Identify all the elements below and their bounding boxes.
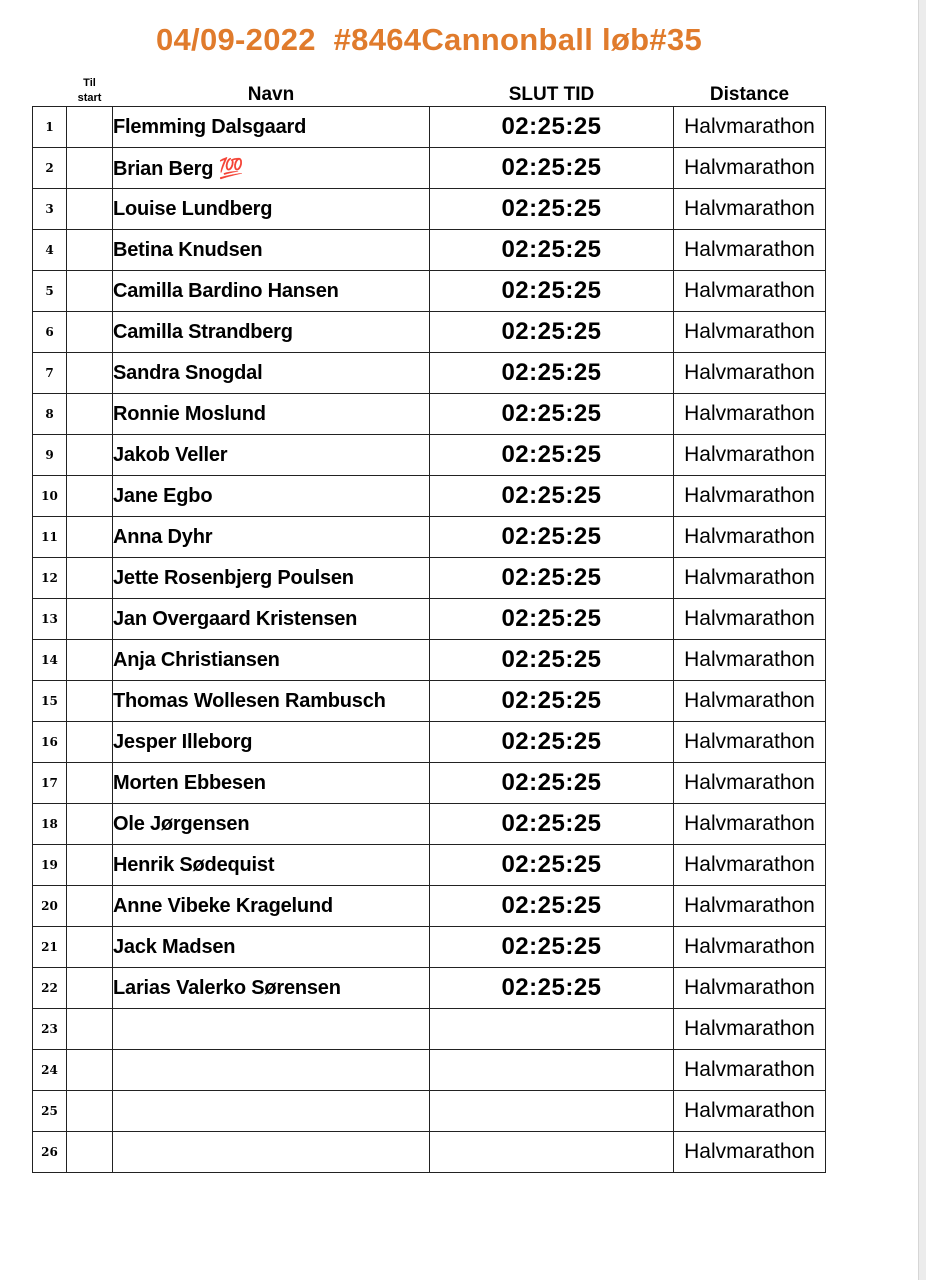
row-number: 2: [33, 148, 67, 189]
runner-name: Jakob Veller: [113, 435, 430, 476]
distance-cell: Halvmarathon: [674, 517, 826, 558]
table-row: [33, 640, 826, 681]
distance-cell: Halvmarathon: [674, 640, 826, 681]
distance-cell: Halvmarathon: [674, 886, 826, 927]
table-row: [33, 845, 826, 886]
distance-cell: Halvmarathon: [674, 353, 826, 394]
finish-time: [430, 1050, 674, 1091]
til-start-cell: [67, 312, 113, 353]
header-navn: Navn: [247, 84, 295, 105]
distance-cell: Halvmarathon: [674, 107, 826, 148]
row-number: 12: [33, 558, 67, 599]
row-number: 19: [33, 845, 67, 886]
distance-cell: Halvmarathon: [674, 189, 826, 230]
finish-time: 02:25:25: [430, 394, 674, 435]
table-row: [33, 599, 826, 640]
til-start-cell: [67, 968, 113, 1009]
distance-cell: Halvmarathon: [674, 927, 826, 968]
table-row: [33, 107, 826, 148]
finish-time: [430, 1091, 674, 1132]
row-number: 13: [33, 599, 67, 640]
finish-time: 02:25:25: [430, 312, 674, 353]
til-start-cell: [67, 845, 113, 886]
runner-name: [113, 1009, 430, 1050]
runner-name: Camilla Bardino Hansen: [113, 271, 430, 312]
runner-name: Jette Rosenbjerg Poulsen: [113, 558, 430, 599]
row-number: 20: [33, 886, 67, 927]
row-number: 10: [33, 476, 67, 517]
finish-time: 02:25:25: [430, 599, 674, 640]
results-table: [32, 66, 826, 1173]
header-slut-tid: SLUT TID: [508, 84, 595, 105]
runner-name: Ronnie Moslund: [113, 394, 430, 435]
til-start-cell: [67, 271, 113, 312]
header-number: [33, 66, 67, 107]
til-start-cell: [67, 189, 113, 230]
til-start-cell: [67, 886, 113, 927]
runner-name: Betina Knudsen: [113, 230, 430, 271]
runner-name: [113, 1132, 430, 1173]
header-start-label: start: [77, 92, 102, 104]
til-start-cell: [67, 599, 113, 640]
row-number: 4: [33, 230, 67, 271]
distance-cell: Halvmarathon: [674, 845, 826, 886]
table-row: [33, 1050, 826, 1091]
table-row: [33, 558, 826, 599]
til-start-cell: [67, 107, 113, 148]
til-start-cell: [67, 230, 113, 271]
header-til-start: [67, 66, 113, 107]
table-row: [33, 681, 826, 722]
row-number: 17: [33, 763, 67, 804]
til-start-cell: [67, 517, 113, 558]
runner-name: Anna Dyhr: [113, 517, 430, 558]
row-number: 3: [33, 189, 67, 230]
table-row: [33, 353, 826, 394]
runner-name: Henrik Sødequist: [113, 845, 430, 886]
row-number: 18: [33, 804, 67, 845]
table-body: [33, 107, 826, 1173]
finish-time: 02:25:25: [430, 763, 674, 804]
finish-time: 02:25:25: [430, 640, 674, 681]
finish-time: 02:25:25: [430, 804, 674, 845]
distance-cell: Halvmarathon: [674, 1132, 826, 1173]
til-start-cell: [67, 722, 113, 763]
table-row: [33, 148, 826, 189]
table-row: [33, 722, 826, 763]
row-number: 23: [33, 1009, 67, 1050]
row-number: 5: [33, 271, 67, 312]
finish-time: 02:25:25: [430, 353, 674, 394]
table-row: [33, 1132, 826, 1173]
distance-cell: Halvmarathon: [674, 148, 826, 189]
distance-cell: Halvmarathon: [674, 804, 826, 845]
til-start-cell: [67, 435, 113, 476]
distance-cell: Halvmarathon: [674, 312, 826, 353]
table-row: [33, 189, 826, 230]
finish-time: 02:25:25: [430, 968, 674, 1009]
runner-name: Thomas Wollesen Rambusch: [113, 681, 430, 722]
finish-time: 02:25:25: [430, 476, 674, 517]
til-start-cell: [67, 1091, 113, 1132]
til-start-cell: [67, 476, 113, 517]
row-number: 11: [33, 517, 67, 558]
finish-time: 02:25:25: [430, 927, 674, 968]
distance-cell: Halvmarathon: [674, 968, 826, 1009]
row-number: 8: [33, 394, 67, 435]
runner-name: Brian Berg 💯: [113, 148, 430, 189]
distance-cell: Halvmarathon: [674, 394, 826, 435]
til-start-cell: [67, 927, 113, 968]
row-number: 1: [33, 107, 67, 148]
page-title: 04/09-2022 #8464Cannonball løb#35: [155, 22, 703, 57]
runner-name: Jesper Illeborg: [113, 722, 430, 763]
finish-time: 02:25:25: [430, 107, 674, 148]
distance-cell: Halvmarathon: [674, 435, 826, 476]
header-distance: Distance: [709, 84, 790, 105]
runner-name: Ole Jørgensen: [113, 804, 430, 845]
row-number: 9: [33, 435, 67, 476]
til-start-cell: [67, 640, 113, 681]
til-start-cell: [67, 763, 113, 804]
runner-name: Sandra Snogdal: [113, 353, 430, 394]
table-row: [33, 517, 826, 558]
runner-name: [113, 1091, 430, 1132]
runner-name: Morten Ebbesen: [113, 763, 430, 804]
distance-cell: Halvmarathon: [674, 1091, 826, 1132]
table-row: [33, 1009, 826, 1050]
distance-cell: Halvmarathon: [674, 763, 826, 804]
row-number: 22: [33, 968, 67, 1009]
row-number: 7: [33, 353, 67, 394]
til-start-cell: [67, 1132, 113, 1173]
table-row: [33, 1091, 826, 1132]
row-number: 15: [33, 681, 67, 722]
table-row: [33, 968, 826, 1009]
til-start-cell: [67, 394, 113, 435]
til-start-cell: [67, 804, 113, 845]
til-start-cell: [67, 1050, 113, 1091]
til-start-cell: [67, 558, 113, 599]
table-row: [33, 763, 826, 804]
runner-name: Flemming Dalsgaard: [113, 107, 430, 148]
finish-time: 02:25:25: [430, 722, 674, 763]
header-til-label: Til: [83, 77, 96, 89]
finish-time: 02:25:25: [430, 845, 674, 886]
distance-cell: Halvmarathon: [674, 558, 826, 599]
row-number: 6: [33, 312, 67, 353]
til-start-cell: [67, 353, 113, 394]
runner-name: Larias Valerko Sørensen: [113, 968, 430, 1009]
row-number: 14: [33, 640, 67, 681]
table-header-row: [33, 66, 826, 107]
runner-name: Jan Overgaard Kristensen: [113, 599, 430, 640]
table-row: [33, 271, 826, 312]
runner-name: Camilla Strandberg: [113, 312, 430, 353]
finish-time: 02:25:25: [430, 271, 674, 312]
distance-cell: Halvmarathon: [674, 1009, 826, 1050]
finish-time: 02:25:25: [430, 435, 674, 476]
row-number: 26: [33, 1132, 67, 1173]
distance-cell: Halvmarathon: [674, 476, 826, 517]
table-row: [33, 927, 826, 968]
distance-cell: Halvmarathon: [674, 722, 826, 763]
finish-time: 02:25:25: [430, 230, 674, 271]
runner-name: [113, 1050, 430, 1091]
distance-cell: Halvmarathon: [674, 271, 826, 312]
finish-time: 02:25:25: [430, 189, 674, 230]
til-start-cell: [67, 681, 113, 722]
row-number: 25: [33, 1091, 67, 1132]
distance-cell: Halvmarathon: [674, 230, 826, 271]
runner-name: Louise Lundberg: [113, 189, 430, 230]
table-row: [33, 476, 826, 517]
table-row: [33, 435, 826, 476]
finish-time: 02:25:25: [430, 886, 674, 927]
runner-name: Anne Vibeke Kragelund: [113, 886, 430, 927]
distance-cell: Halvmarathon: [674, 599, 826, 640]
row-number: 21: [33, 927, 67, 968]
finish-time: 02:25:25: [430, 517, 674, 558]
runner-name: Jack Madsen: [113, 927, 430, 968]
runner-name: Anja Christiansen: [113, 640, 430, 681]
finish-time: 02:25:25: [430, 148, 674, 189]
runner-name: Jane Egbo: [113, 476, 430, 517]
distance-cell: Halvmarathon: [674, 1050, 826, 1091]
finish-time: [430, 1132, 674, 1173]
finish-time: 02:25:25: [430, 558, 674, 599]
distance-cell: Halvmarathon: [674, 681, 826, 722]
table-row: [33, 230, 826, 271]
til-start-cell: [67, 1009, 113, 1050]
table-row: [33, 804, 826, 845]
row-number: 24: [33, 1050, 67, 1091]
table-row: [33, 394, 826, 435]
finish-time: 02:25:25: [430, 681, 674, 722]
row-number: 16: [33, 722, 67, 763]
table-row: [33, 886, 826, 927]
finish-time: [430, 1009, 674, 1050]
table-row: [33, 312, 826, 353]
til-start-cell: [67, 148, 113, 189]
